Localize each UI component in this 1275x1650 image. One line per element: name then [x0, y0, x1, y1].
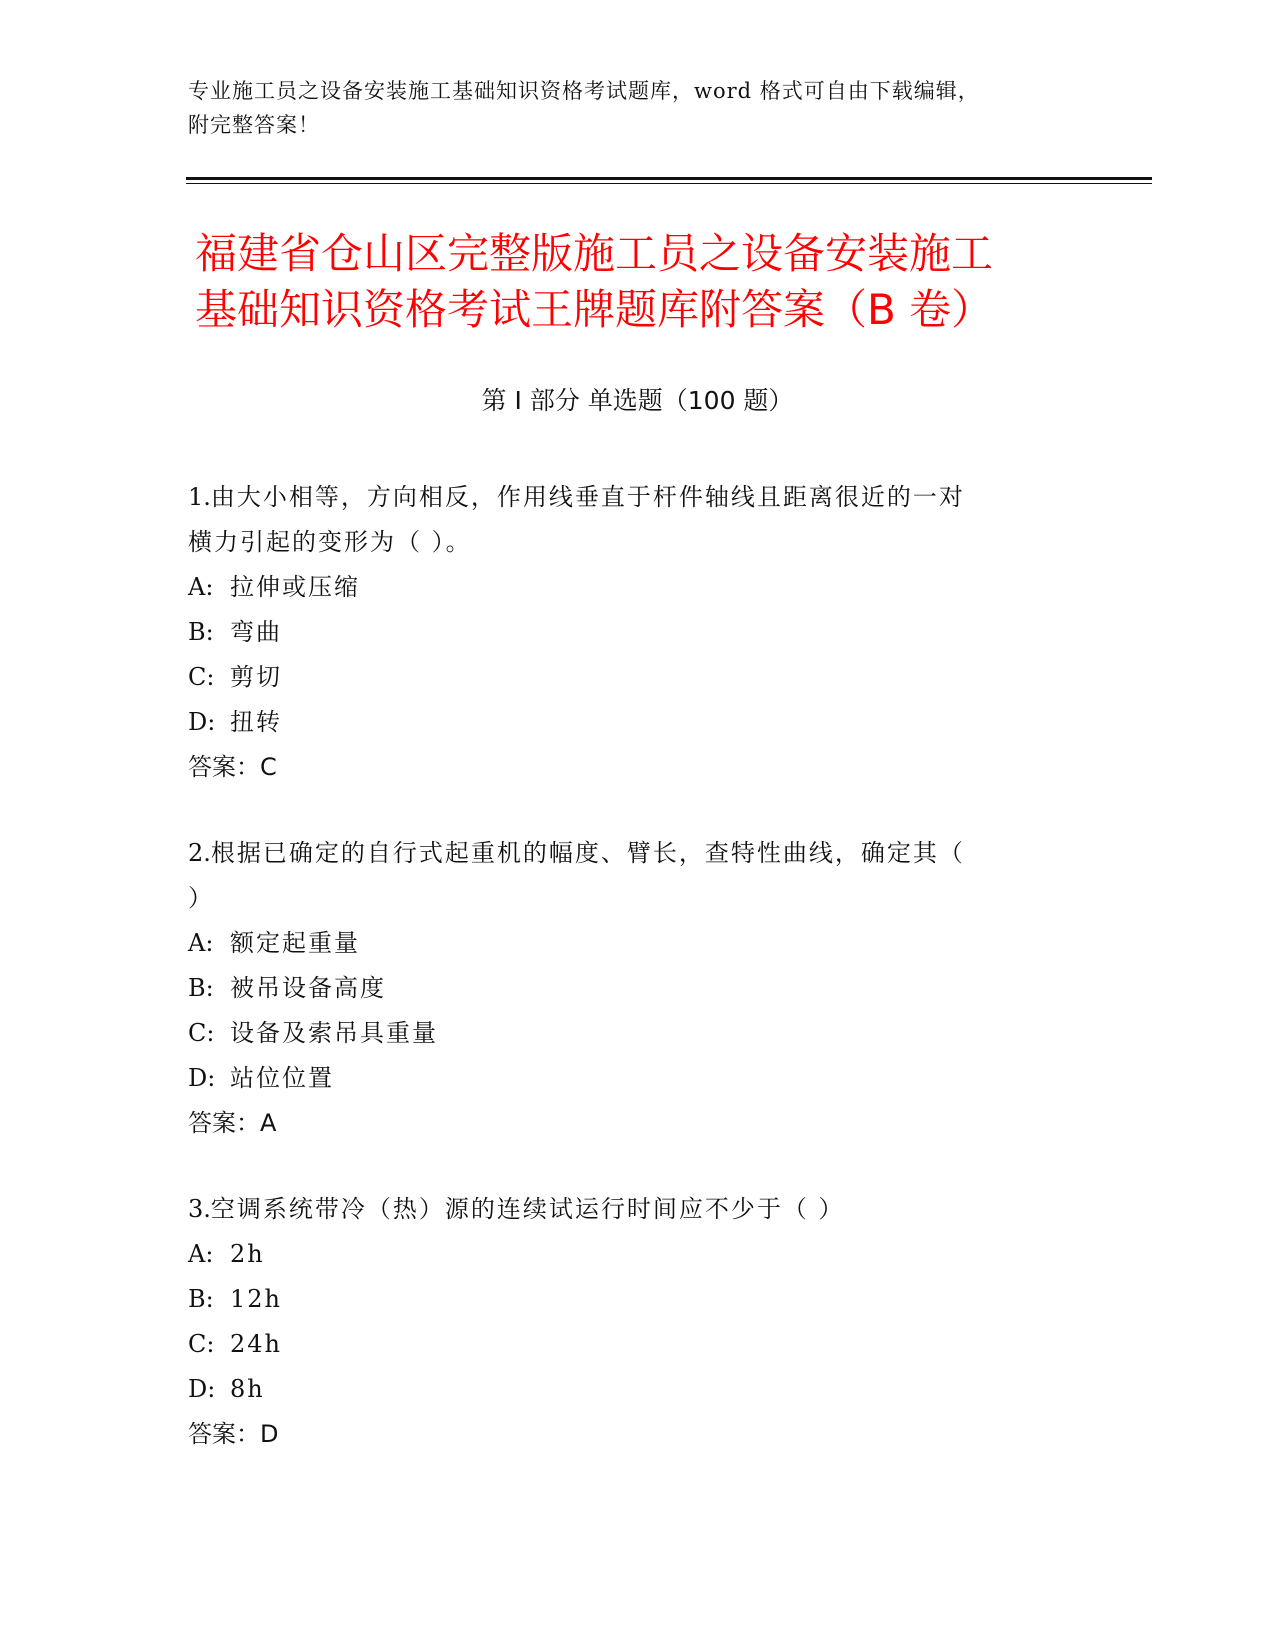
- question-stem: [188, 475, 1068, 565]
- question-3: [188, 1187, 1068, 1457]
- option-a: [188, 1232, 1068, 1277]
- option-text: 设备及索吊具重量: [230, 1019, 438, 1047]
- option-text: 剪切: [230, 663, 282, 691]
- option-key: C:: [188, 1330, 215, 1358]
- option-key: D:: [188, 1064, 216, 1092]
- question-text-line-2: 横力引起的变形为（ ）。: [188, 528, 472, 556]
- option-key: D:: [188, 1375, 216, 1403]
- option-b: [188, 610, 1068, 655]
- option-key: C:: [188, 1019, 215, 1047]
- option-key: B:: [188, 974, 214, 1002]
- question-text-line-1: 根据已确定的自行式起重机的幅度、臂长，查特性曲线，确定其（: [210, 839, 965, 867]
- question-1: [188, 475, 1068, 790]
- header-divider-thin: [186, 183, 1152, 184]
- option-key: B:: [188, 1285, 214, 1313]
- answer-line: 答案：A: [188, 1109, 277, 1137]
- option-text: 弯曲: [230, 618, 282, 646]
- option-key: A:: [188, 1240, 214, 1268]
- question-number: 3.: [188, 1195, 211, 1223]
- option-text: 拉伸或压缩: [230, 573, 360, 601]
- option-c: [188, 655, 1068, 700]
- question-list: [188, 475, 1068, 1498]
- option-list: [188, 921, 1068, 1101]
- option-key: A:: [188, 573, 214, 601]
- section-title: 第 I 部分 单选题（100 题）: [481, 386, 794, 415]
- header-divider-thick: [186, 177, 1152, 180]
- option-text: 8h: [230, 1375, 265, 1403]
- option-text: 扭转: [230, 708, 282, 736]
- option-c: [188, 1322, 1068, 1367]
- option-a: [188, 565, 1068, 610]
- option-text: 站位位置: [230, 1064, 334, 1092]
- option-key: B:: [188, 618, 214, 646]
- option-text: 被吊设备高度: [230, 974, 386, 1002]
- question-stem: [188, 831, 1068, 921]
- option-c: [188, 1011, 1068, 1056]
- option-b: [188, 1277, 1068, 1322]
- option-a: [188, 921, 1068, 966]
- question-stem: [188, 1187, 1068, 1232]
- question-2: [188, 831, 1068, 1146]
- option-d: [188, 1056, 1068, 1101]
- option-d: [188, 700, 1068, 745]
- header-note-line-2: 附完整答案！: [188, 113, 320, 137]
- question-text-line-1: 空调系统带冷（热）源的连续试运行时间应不少于（ ）: [210, 1195, 845, 1223]
- answer-line: 答案：C: [188, 753, 277, 781]
- question-number: 1.: [188, 483, 211, 511]
- header-note: [188, 74, 1068, 142]
- option-key: C:: [188, 663, 215, 691]
- option-text: 额定起重量: [230, 929, 360, 957]
- option-d: [188, 1367, 1068, 1412]
- option-key: A:: [188, 929, 214, 957]
- question-text-line-2: ）: [188, 884, 214, 912]
- header-note-line-1: 专业施工员之设备安装施工基础知识资格考试题库，word 格式可自由下载编辑，: [188, 79, 980, 103]
- option-b: [188, 966, 1068, 1011]
- document-title-line-1: 福建省仓山区完整版施工员之设备安装施工: [195, 229, 994, 278]
- question-text-line-1: 由大小相等，方向相反，作用线垂直于杆件轴线且距离很近的一对: [210, 483, 965, 511]
- option-list: [188, 565, 1068, 745]
- option-text: 12h: [230, 1285, 282, 1313]
- question-number: 2.: [188, 839, 211, 867]
- answer-line: 答案：D: [188, 1420, 279, 1448]
- option-list: [188, 1232, 1068, 1412]
- document-title: [195, 226, 1095, 338]
- document-title-line-2: 基础知识资格考试王牌题库附答案（B 卷）: [195, 285, 994, 334]
- option-text: 2h: [230, 1240, 265, 1268]
- option-text: 24h: [230, 1330, 282, 1358]
- option-key: D:: [188, 708, 216, 736]
